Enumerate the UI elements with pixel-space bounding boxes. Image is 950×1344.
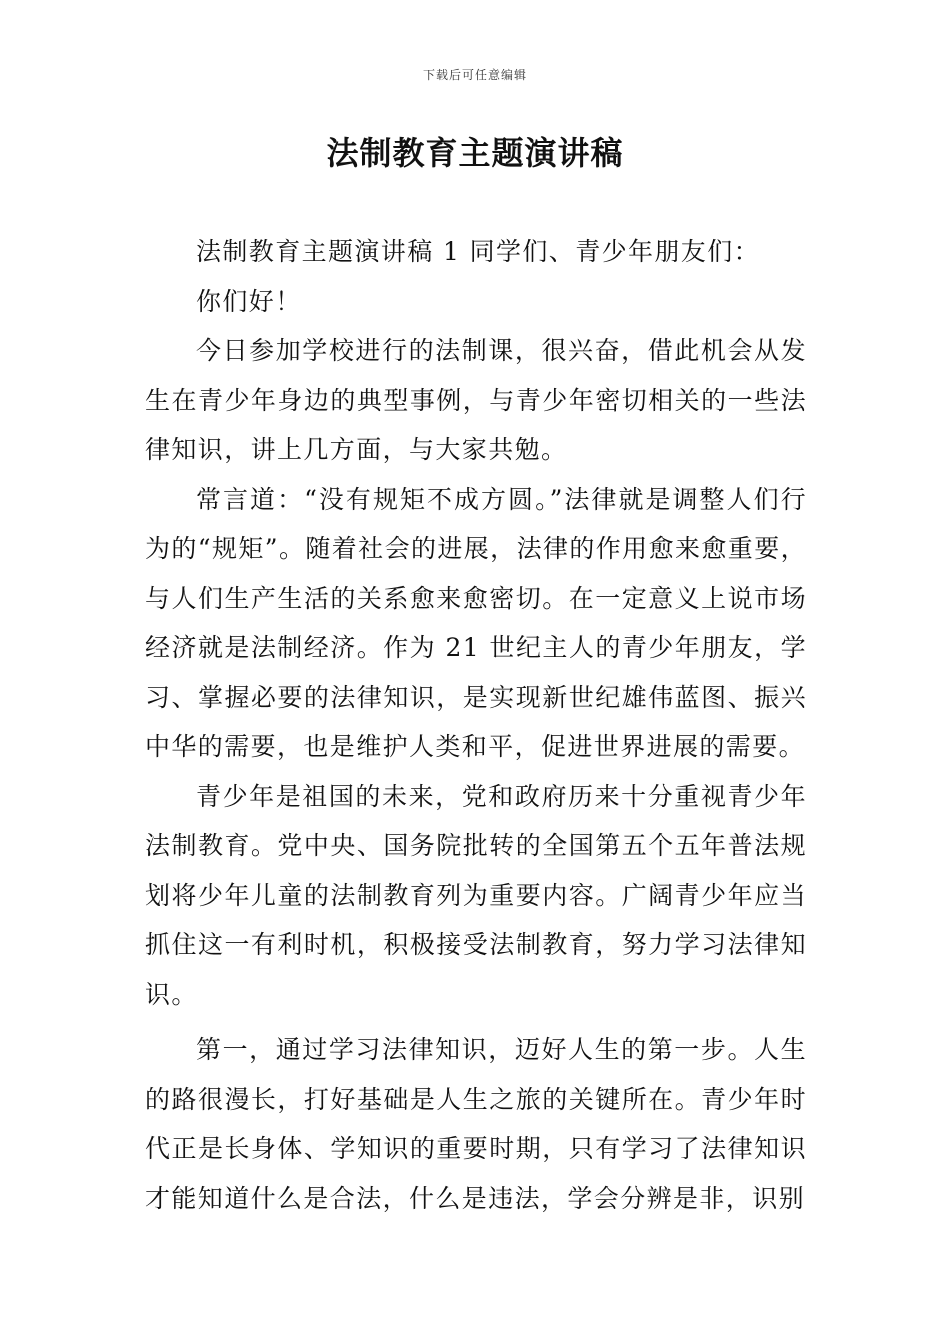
paragraph-youth: 青少年是祖国的未来，党和政府历来十分重视青少年法制教育。党中央、国务院批转的全国第五个五年普法规划将少年儿童的法制教育列为重要内容。广阔青少年应当抓住这一有利时机，积极接受法制教育，努力学习法律知识。 xyxy=(145,781,807,1009)
header-note: 下载后可任意编辑 xyxy=(422,68,527,82)
document-title: 法制教育主题演讲稿 xyxy=(326,134,624,172)
paragraph-intro: 今日参加学校进行的法制课，很兴奋，借此机会从发生在青少年身边的典型事例，与青少年密切相关的一些法律知识，讲上几方面，与大家共勉。 xyxy=(145,336,807,464)
paragraph-rules: 常言道：“没有规矩不成方圆。”法律就是调整人们行为的“规矩”。随着社会的进展，法律的作用愈来愈重要，与人们生产生活的关系愈来愈密切。在一定意义上说市场经济就是法制经济。作为 21 世纪主人的青少年朋友，学习、掌握必要的法律知识，是实现新世纪雄伟蓝图、振兴中华的需要，也是维护人类和平，促进世界进展的需要。 xyxy=(145,484,807,761)
paragraph-first-point: 第一，通过学习法律知识，迈好人生的第一步。人生的路很漫长，打好基础是人生之旅的关键所在。青少年时代正是长身体、学知识的重要时期，只有学习了法律知识才能知道什么是合法，什么是违法，学会分辨是非，识别 xyxy=(145,1035,807,1213)
paragraph-salutation: 法制教育主题演讲稿 1 同学们、青少年朋友们： xyxy=(196,237,761,266)
document-body xyxy=(145,227,807,1223)
paragraph-greeting: 你们好！ xyxy=(196,286,302,316)
